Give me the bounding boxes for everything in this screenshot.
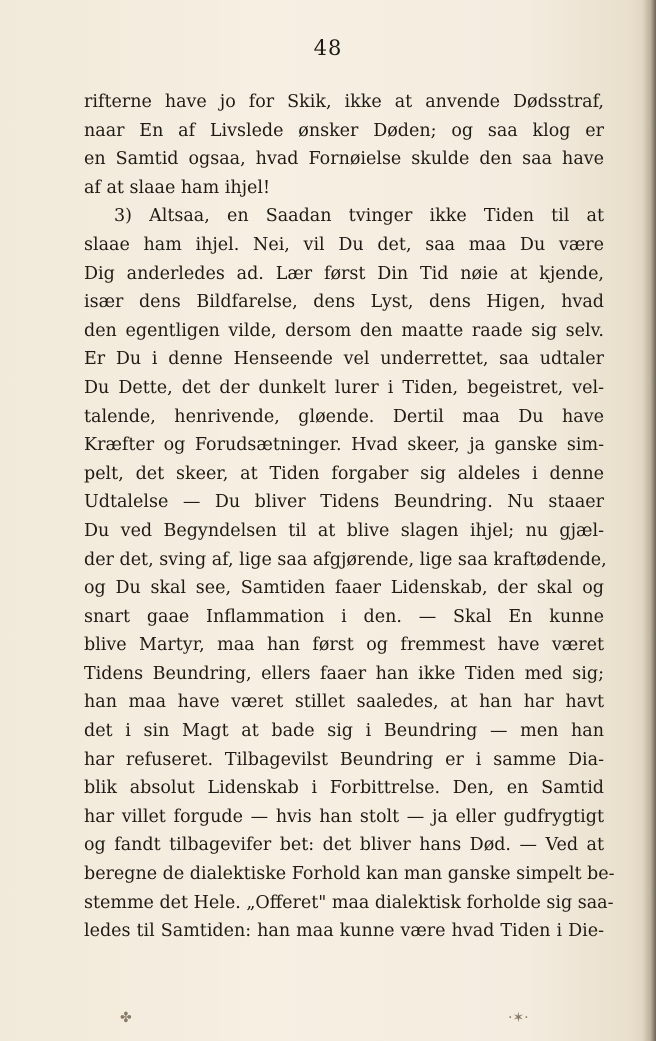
text-line: blik absolut Lidenskab i Forbittrelse. Den, en Samtid [84, 778, 604, 799]
text-line: har villet forgude — hvis han stolt — ja eller gudfrygtigt [84, 806, 604, 827]
page-edge-shadow [642, 0, 656, 1041]
text-line: Du Dette, det der dunkelt lurer i Tiden, begeistret, vel- [84, 377, 604, 398]
text-line: snart gaae Inflammation i den. — Skal En kunne [84, 606, 604, 627]
text-line: Tidens Beundring, ellers faaer han ikke Tiden med sig; [84, 663, 604, 684]
text-line: ledes til Samtiden: han maa kunne være hvad Tiden i Die- [84, 921, 604, 942]
text-line: Udtalelse — Du bliver Tidens Beundring. Nu staaer [84, 492, 604, 513]
text-line: Du ved Begyndelsen til at blive slagen ihjel; nu gjæl- [84, 520, 604, 541]
text-line: har refuseret. Tilbagevilst Beundring er i samme Dia- [84, 749, 604, 770]
text-line: 3) Altsaa, en Saadan tvinger ikke Tiden til at [114, 206, 604, 227]
text-line: Dig anderledes ad. Lær først Din Tid nøie at kjende, [84, 263, 604, 284]
text-line: slaae ham ihjel. Nei, vil Du det, saa maa Du være [84, 234, 604, 255]
text-line: og fandt tilbagevifer bet: det bliver hans Død. — Ved at [84, 835, 604, 856]
text-line: han maa have været stillet saaledes, at han har havt [84, 692, 604, 713]
text-line: og Du skal see, Samtiden faaer Lidenskab, der skal og [84, 578, 604, 599]
text-line: der det, sving af, lige saa afgjørende, lige saa kraftødende, [84, 549, 607, 570]
text-line: det i sin Magt at bade sig i Beundring — men han [84, 721, 604, 742]
ornament-mark: ✤ [120, 1010, 132, 1026]
text-line: talende, henrivende, gløende. Dertil maa Du have [84, 406, 604, 427]
ornament-mark: ·✶· [508, 1010, 529, 1026]
text-line: rifterne have jo for Skik, ikke at anvende Dødsstraf, [84, 92, 604, 112]
text-line: beregne de dialektiske Forhold kan man ganske simpelt be- [84, 864, 615, 885]
text-line: en Samtid ogsaa, hvad Fornøielse skulde den saa have [84, 149, 604, 170]
text-line: den egentligen vilde, dersom den maatte raade sig selv. [84, 320, 604, 341]
text-line: især dens Bildfarelse, dens Lyst, dens Higen, hvad [84, 292, 604, 313]
page-number: 48 [313, 36, 343, 60]
text-line: Kræfter og Forudsætninger. Hvad skeer, ja ganske sim- [84, 435, 604, 456]
text-line: af at slaae ham ihjel! [84, 177, 271, 198]
text-line: stemme det Hele. „Offeret" maa dialektisk forholde sig saa- [84, 892, 614, 913]
text-line: blive Martyr, maa han først og fremmest have været [84, 635, 604, 656]
text-line: pelt, det skeer, at Tiden forgaber sig aldeles i denne [84, 463, 604, 484]
body-text [84, 88, 615, 946]
text-line: Er Du i denne Henseende vel underrettet, saa udtaler [84, 349, 604, 370]
text-line: naar En af Livslede ønsker Døden; og saa klog er [84, 120, 604, 141]
